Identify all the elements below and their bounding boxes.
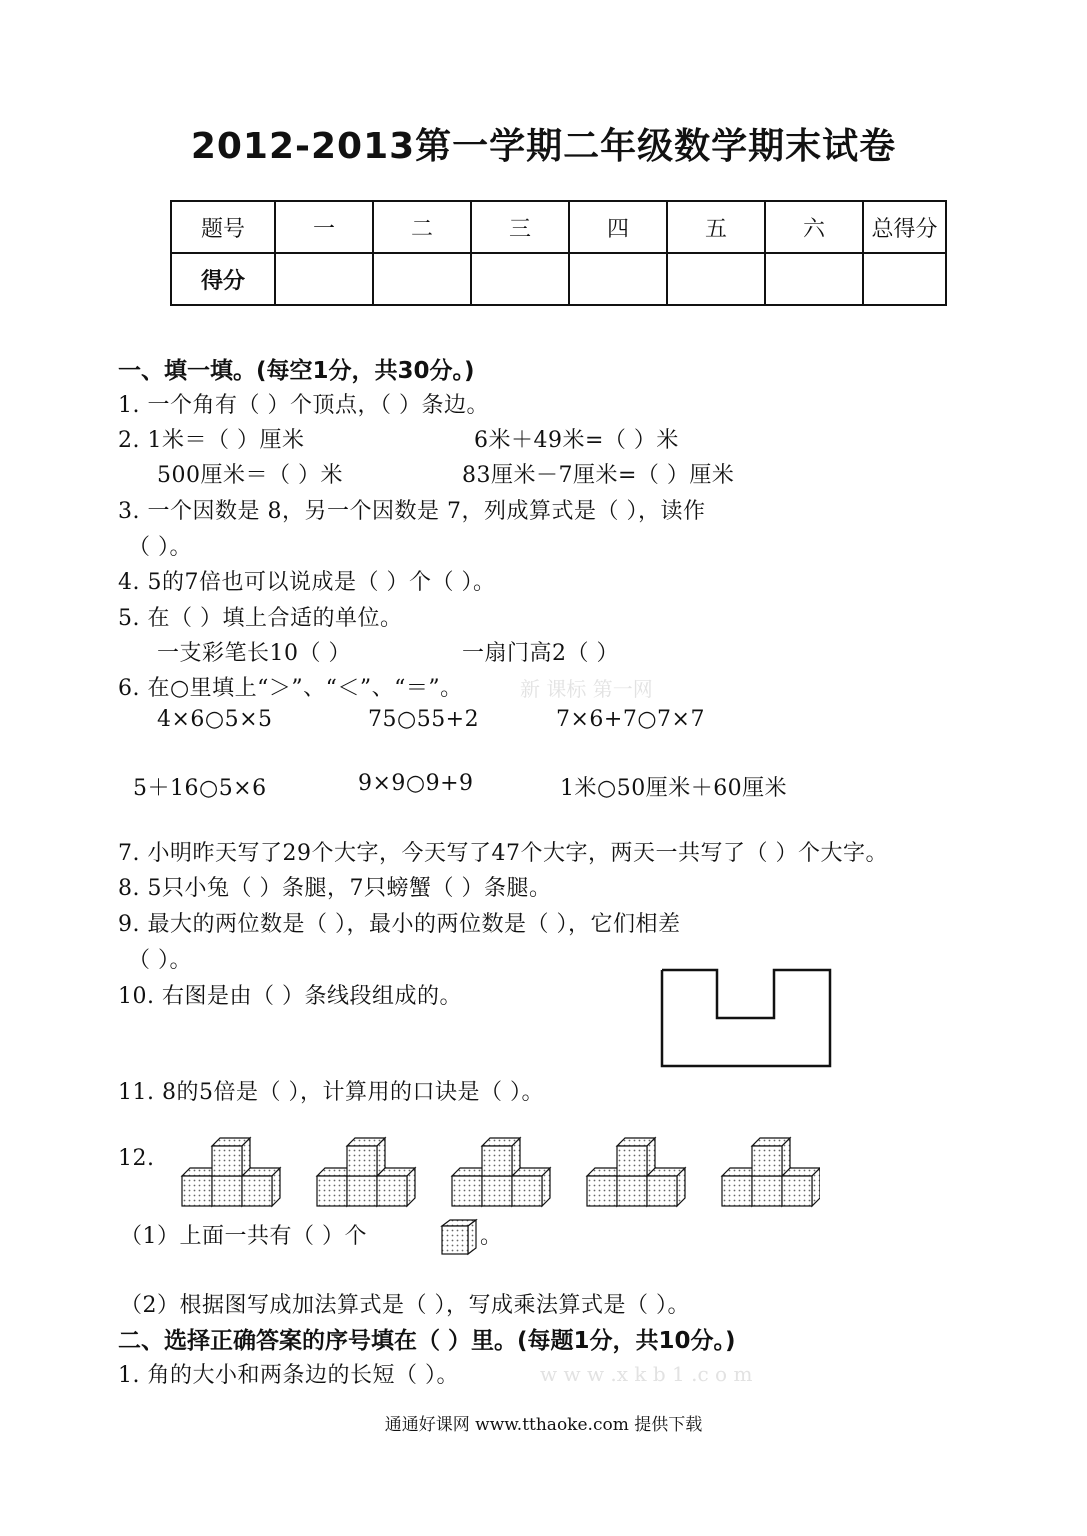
question-line: 500厘米＝（ ）米	[157, 463, 343, 488]
question-line: （ ）。	[128, 535, 192, 560]
question-line: （ ）。	[128, 948, 192, 973]
cube-stack	[722, 1138, 820, 1206]
question-line: 6. 在○里填上“＞”、“＜”、“＝”。	[118, 676, 463, 701]
question-line: 10. 右图是由（ ）条线段组成的。	[118, 984, 462, 1009]
question-line: （1）上面一共有（ ）个	[120, 1224, 367, 1249]
question-line: 一扇门高2（ ）	[462, 641, 619, 666]
footer: 通通好课网 www.tthaoke.com 提供下载	[384, 1415, 703, 1435]
question-line: 2. 1米＝（ ）厘米	[118, 428, 305, 453]
line-segment-figure	[660, 968, 834, 1070]
score-header-cell: 题号	[171, 201, 275, 253]
score-table	[170, 200, 947, 306]
cube-stack	[182, 1138, 280, 1206]
question-line: 4×6○5×5	[157, 707, 273, 732]
score-header-cell: 二	[373, 201, 471, 253]
page-title: 2012-2013第一学期二年级数学期末试卷	[190, 126, 897, 167]
question-line: 。	[480, 1224, 503, 1249]
question-line: 5＋16○5×6	[133, 776, 267, 801]
single-cube-icon	[440, 1218, 480, 1258]
cube-stacks-figure	[180, 1132, 820, 1208]
score-cell	[275, 253, 373, 305]
score-header-cell: 总得分	[863, 201, 946, 253]
section2-heading: 二、选择正确答案的序号填在（ ）里。(每题1分，共10分。)	[118, 1328, 736, 1354]
score-table-header-row	[171, 201, 946, 253]
score-header-cell: 三	[471, 201, 569, 253]
score-cell	[373, 253, 471, 305]
question-line: 83厘米－7厘米=（ ）厘米	[462, 463, 735, 488]
cube-stack	[452, 1138, 550, 1206]
question-line: 11. 8的5倍是（ ），计算用的口诀是（ ）。	[118, 1080, 544, 1105]
score-row-label: 得分	[171, 253, 275, 305]
score-header-cell: 四	[569, 201, 667, 253]
question-line: 一支彩笔长10（ ）	[157, 641, 351, 666]
score-cell	[569, 253, 667, 305]
watermark: w w w .x k b 1 .c o m	[540, 1362, 753, 1386]
question-line: 7. 小明昨天写了29个大字，今天写了47个大字，两天一共写了（ ）个大字。	[118, 841, 888, 866]
score-header-cell: 六	[765, 201, 863, 253]
question-line: 5. 在（ ）填上合适的单位。	[118, 606, 403, 631]
question-line: 9×9○9+9	[358, 771, 474, 796]
question-line: 12.	[118, 1146, 155, 1171]
question-line: 3. 一个因数是 8，另一个因数是 7，列成算式是（ ），读作	[118, 499, 706, 524]
score-header-cell: 五	[667, 201, 765, 253]
score-header-cell: 一	[275, 201, 373, 253]
question-line: 1. 一个角有（ ）个顶点，（ ）条边。	[118, 393, 489, 418]
score-table-score-row	[171, 253, 946, 305]
figure-outline	[662, 970, 830, 1066]
question-line: 75○55+2	[368, 707, 480, 732]
question-line: 1米○50厘米＋60厘米	[560, 776, 788, 801]
question-line: 7×6+7○7×7	[556, 707, 705, 732]
score-cell	[471, 253, 569, 305]
cube-stack	[587, 1138, 685, 1206]
question-line: （2）根据图写成加法算式是（ ），写成乘法算式是（ ）。	[120, 1293, 690, 1318]
watermark: 新 课标 第一网	[520, 677, 653, 701]
score-cell	[667, 253, 765, 305]
section1-heading: 一、填一填。(每空1分，共30分。)	[118, 358, 475, 384]
question-line: 9. 最大的两位数是（ ），最小的两位数是（ ），它们相差	[118, 912, 681, 937]
question-line: 8. 5只小兔（ ）条腿，7只螃蟹（ ）条腿。	[118, 876, 552, 901]
question-line: 4. 5的7倍也可以说成是（ ）个（ ）。	[118, 570, 496, 595]
question-line: 1. 角的大小和两条边的长短（ ）。	[118, 1363, 459, 1388]
cube-stack	[317, 1138, 415, 1206]
question-line: 6米＋49米=（ ）米	[474, 428, 679, 453]
score-cell	[765, 253, 863, 305]
score-cell	[863, 253, 946, 305]
